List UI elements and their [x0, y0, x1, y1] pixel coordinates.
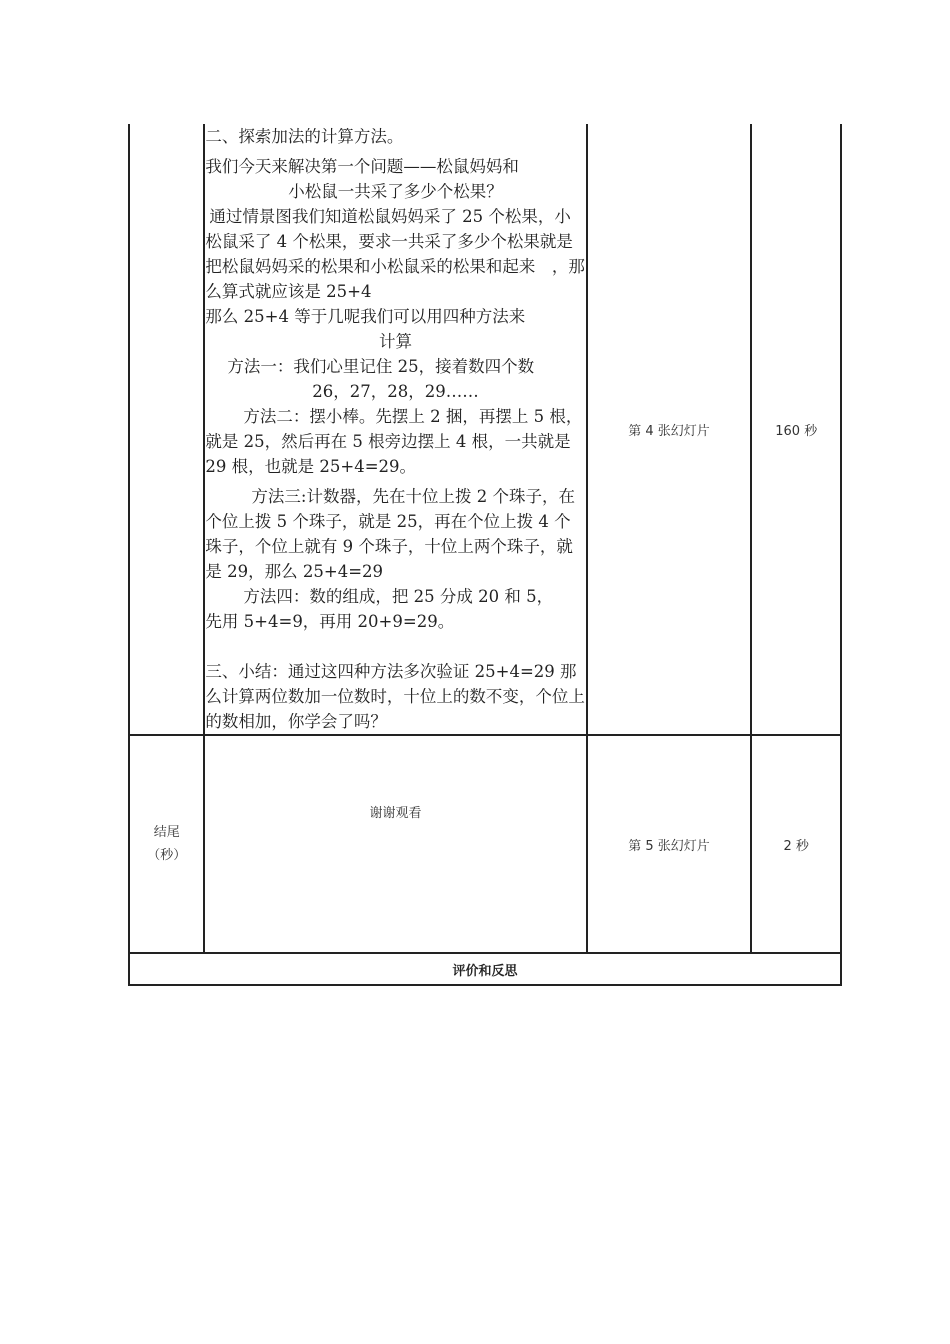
slide-cell-2: 第 5 张幻灯片: [587, 735, 752, 953]
table-row-method: [129, 124, 841, 735]
question-line-1: 我们今天来解决第一个问题——松鼠妈妈和: [205, 157, 519, 176]
summary: 三、小结：通过这四种方法多次验证 25+4=29 那么计算两位数加一位数时，十位上的数不变，个位上的数相加，你学会了吗？: [205, 662, 585, 731]
section-heading: 二、探索加法的计算方法。: [205, 127, 404, 146]
question-2: 那么 25+4 等于几呢我们可以用四种方法来: [205, 307, 526, 326]
table-row-footer: [129, 953, 841, 985]
method-1-line-1: 方法一：我们心里记住 25，接着数四个数: [227, 357, 535, 376]
method-4-line-2: 先用 5+4=9，再用 20+9=29。: [205, 612, 455, 631]
stage-unit: （秒）: [147, 848, 187, 863]
method-4-line-1: 方法四：数的组成，把 25 分成 20 和 5，: [243, 587, 554, 606]
method-2: 方法二：摆小棒。先摆上 2 捆，再摆上 5 根，就是 25，然后再在 5 根旁边摆上 4 根，一共就是 29 根，也就是 25+4=29。: [205, 407, 583, 476]
evaluation-reflection-heading: 评价和反思: [129, 953, 841, 985]
question-line-2: 小松鼠一共采了多少个松果？: [288, 182, 503, 201]
stage-cell-ending: [129, 735, 204, 953]
duration-cell-2: 2 秒: [751, 735, 841, 953]
thanks-cell: 谢谢观看: [204, 735, 586, 953]
lesson-plan-table: [128, 124, 842, 986]
stage-cell-empty: [129, 124, 204, 735]
duration-cell-1: 160 秒: [751, 124, 841, 735]
question-2-end: 计算: [378, 332, 412, 351]
scene-intro: 通过情景图我们知道松鼠妈妈采了 25 个松果，小松鼠采了 4 个松果，要求一共采了多少个松果就是把松鼠妈妈采的松果和小松鼠采的松果和起来 ，那么算式就应该是 25+4: [205, 207, 585, 301]
method-content-cell: [204, 124, 586, 735]
method-1-line-2: 26，27，28，29……: [312, 382, 479, 401]
stage-label: 结尾: [153, 825, 180, 840]
spacer: [205, 634, 585, 659]
table-row-ending: [129, 735, 841, 953]
slide-cell-1: 第 4 张幻灯片: [587, 124, 752, 735]
method-3: 方法三:计数器，先在十位上拨 2 个珠子，在个位上拨 5 个珠子，就是 25，再在个位上拨 4 个珠子，个位上就有 9 个珠子，十位上两个珠子，就是 29，那么 25+4=29: [205, 487, 575, 581]
